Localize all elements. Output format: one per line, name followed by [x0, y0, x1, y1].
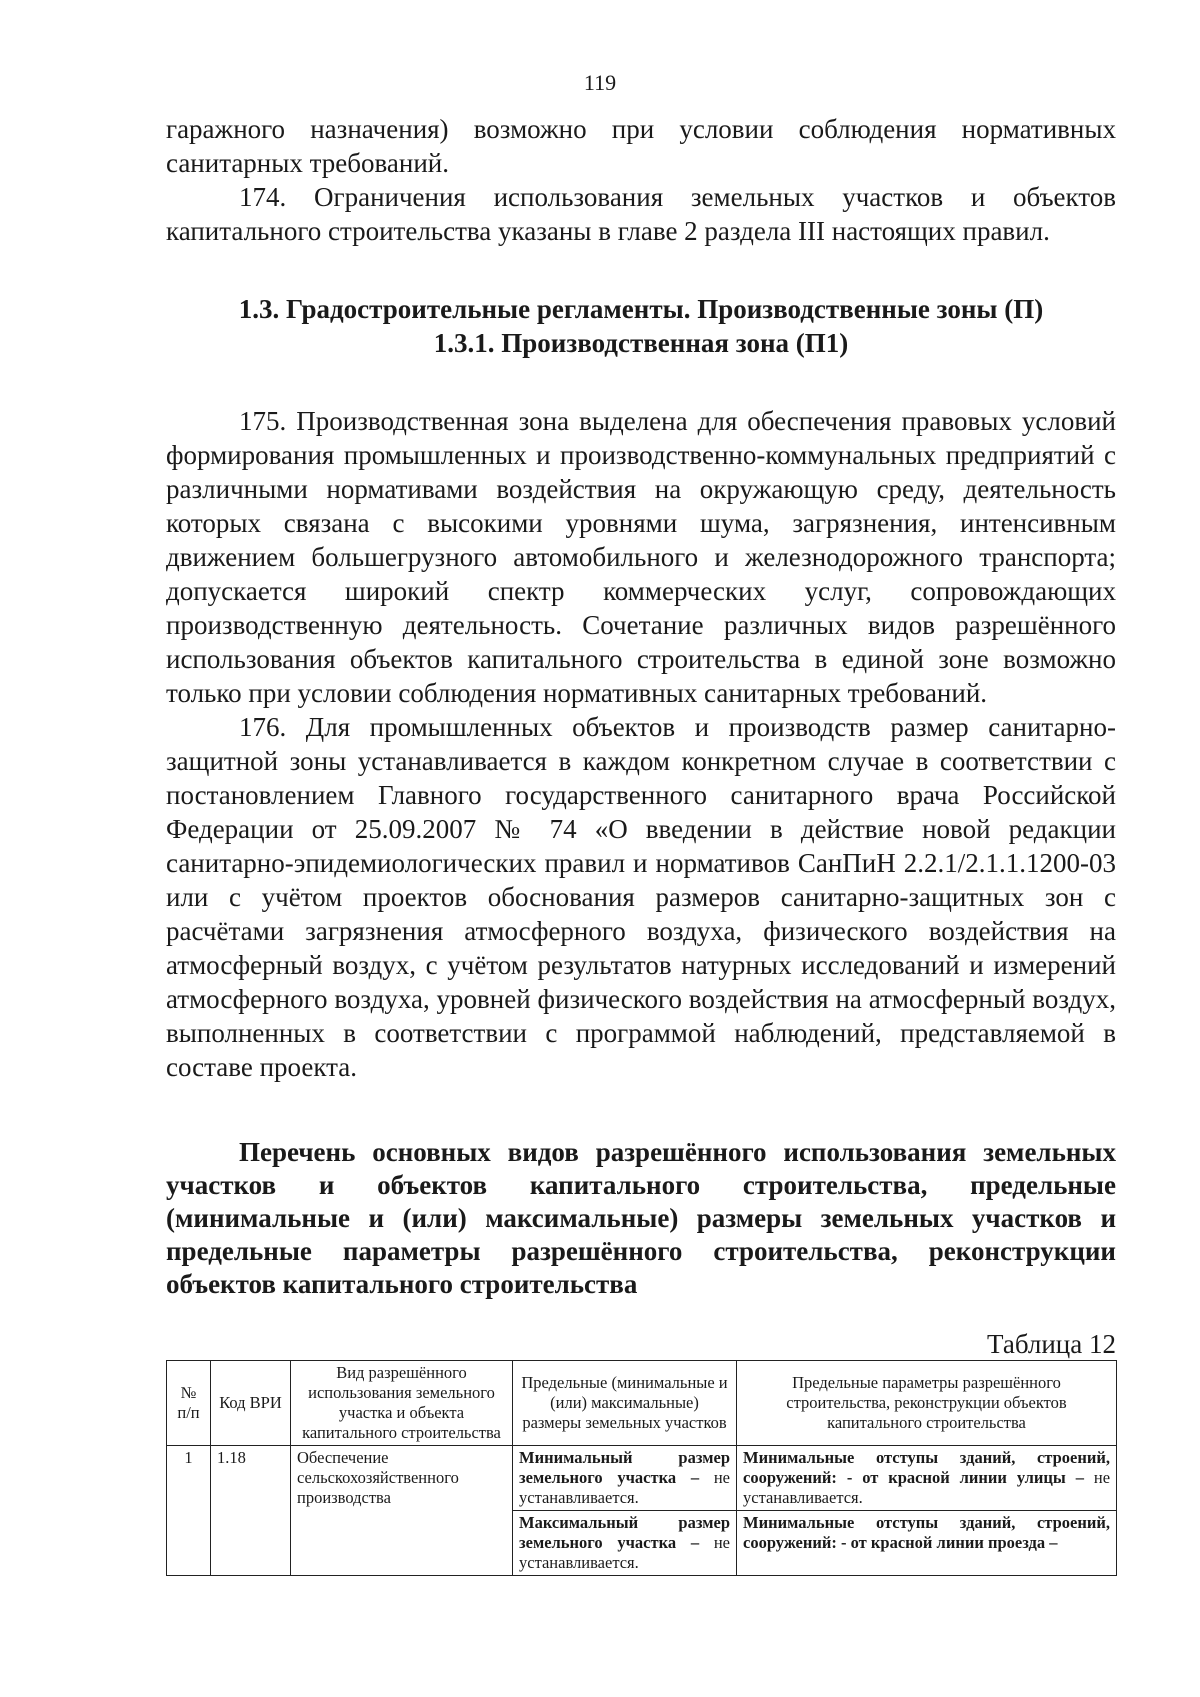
min-size-label: Минимальный размер земельного участка –	[519, 1448, 730, 1487]
header-code: Код ВРИ	[211, 1361, 291, 1446]
header-kind: Вид разрешённого использования земельного участка и объекта капитального строительства	[291, 1361, 513, 1446]
setback-street-value: не устанавливается.	[743, 1468, 1111, 1507]
subsection-heading: 1.3.1. Производственная зона (П1)	[433, 328, 849, 358]
min-size-value: не устанавливается.	[519, 1468, 730, 1507]
table-row	[167, 1446, 1117, 1511]
header-build-params: Предельные параметры разрешённого строительства, реконструкции объектов капитального строительства	[737, 1361, 1117, 1446]
paragraph-174: 174. Ограничения использования земельных участков и объектов капитального строительства указаны в главе 2 раздела III настоящих правил.	[166, 182, 1116, 246]
cell-setback-passage	[737, 1511, 1117, 1576]
setback-street-label: Минимальные отступы зданий, строений, сооружений:	[743, 1448, 1110, 1487]
max-size-label: Максимальный размер земельного участка –	[519, 1513, 730, 1552]
paragraph-175: 175. Производственная зона выделена для обеспечения правовых условий формирования промышленных и производственно-коммунальных предприятий с различными нормативами воздействия на окружающую среду, деятельность которых связана с высокими уровнями шума, загрязнения, интенсивным движением большегрузного автомобильного и железнодорожного транспорта; допускается широкий спектр коммерческих услуг, сопровождающих производственную деятельность. Сочетание различных видов разрешённого использования объектов капитального строительства в единой зоне возможно только при условии соблюдения нормативных санитарных требований.	[166, 406, 1116, 708]
table-caption: Таблица 12	[987, 1329, 1116, 1359]
setback-passage-line: - от красной линии проезда –	[841, 1533, 1058, 1552]
cell-code: 1.18	[211, 1446, 291, 1576]
cell-max-size	[513, 1511, 737, 1576]
section-heading-block	[166, 292, 1116, 360]
setback-passage-label: Минимальные отступы зданий, строений, сооружений:	[743, 1513, 1110, 1552]
header-plot-size: Предельные (минимальные и (или) максимальные) размеры земельных участков	[513, 1361, 737, 1446]
cell-number: 1	[167, 1446, 211, 1576]
paragraph-continuation: гаражного назначения) возможно при условии соблюдения нормативных санитарных требований.	[166, 114, 1116, 178]
cell-kind: Обеспечение сельскохозяйственного производства	[291, 1446, 513, 1576]
table-header-row	[167, 1361, 1117, 1446]
regulations-table	[166, 1360, 1117, 1576]
page-number: 119	[583, 70, 617, 95]
list-title: Перечень основных видов разрешённого использования земельных участков и объектов капитального строительства, предельные (минимальные и (или) максимальные) размеры земельных участков и предельные параметры разрешённого строительства, реконструкции объектов капитального строительства	[166, 1137, 1116, 1299]
section-heading: 1.3. Градостроительные регламенты. Производственные зоны (П)	[238, 294, 1044, 324]
cell-setback-street	[737, 1446, 1117, 1511]
cell-min-size	[513, 1446, 737, 1511]
page-content	[166, 112, 1116, 1576]
header-number: № п/п	[167, 1361, 211, 1446]
setback-street-line: - от красной линии улицы –	[846, 1468, 1084, 1487]
paragraph-176: 176. Для промышленных объектов и производств размер санитарно-защитной зоны устанавливается в каждом конкретном случае в соответствии с постановлением Главного государственного санитарного врача Российской Федерации от 25.09.2007 № 74 «О введении в действие новой редакции санитарно-эпидемиологических правил и нормативов СанПиН 2.2.1/2.1.1.1200-03 или с учётом проектов обоснования размеров санитарно-защитных зон с расчётами загрязнения атмосферного воздуха, физического воздействия на атмосферный воздух, с учётом результатов натурных исследований и измерений атмосферного воздуха, уровней физического воздействия на атмосферный воздух, выполненных в соответствии с программой наблюдений, представляемой в составе проекта.	[166, 712, 1116, 1082]
max-size-value: не устанавливается.	[519, 1533, 730, 1572]
